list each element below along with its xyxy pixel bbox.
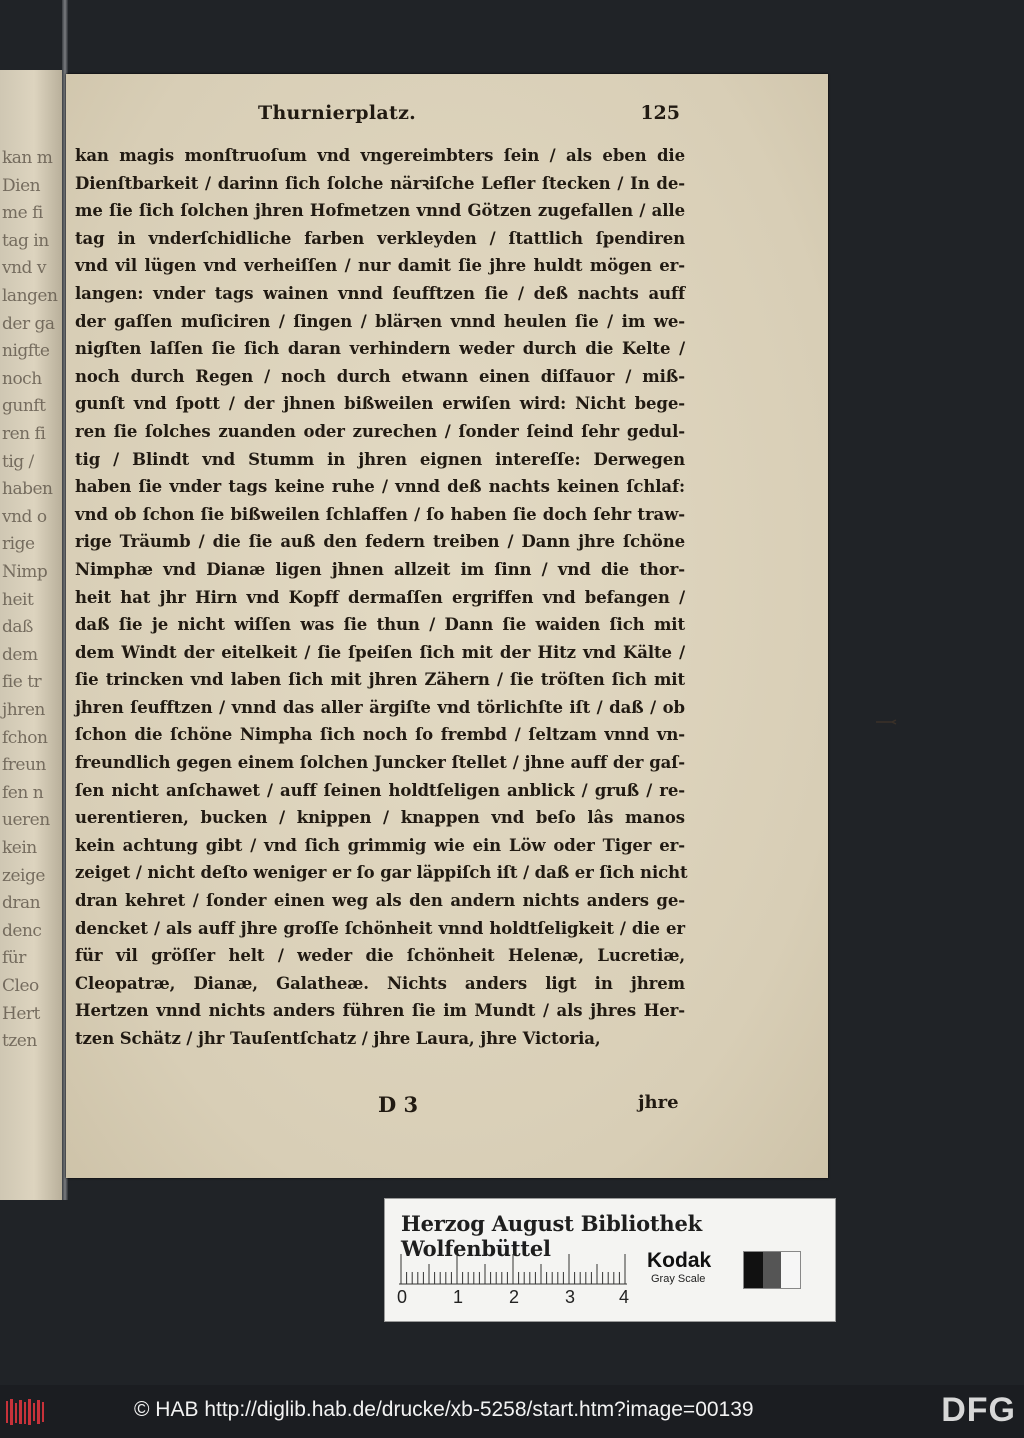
text-line: dem Windt der eitelkeit / ſie ſpeiſen ſich mit der Hitz vnd Kälte / — [75, 642, 685, 662]
previous-page-fragment: noch — [2, 368, 42, 389]
gray-scale-label: Gray Scale — [651, 1273, 706, 1285]
previous-page-fragment: dran — [2, 893, 41, 914]
previous-page-fragment: rige — [2, 534, 35, 555]
text-line: tzen Schätz / jhr Tauſentſchatz / jhre Laura, jhre Victoria, — [75, 1029, 601, 1048]
hab-barcode-logo-icon — [4, 1397, 48, 1427]
previous-page-fragment: kein — [2, 838, 37, 858]
previous-page-fragment: freun — [2, 755, 46, 776]
text-line: Nimphæ vnd Dianæ ligen jhnen allzeit im ſinn / vnd die thor- — [75, 559, 685, 579]
previous-page-fragment: Dien — [2, 175, 41, 196]
previous-page-fragment: gunft — [2, 396, 46, 417]
previous-page-fragment: ren fi — [2, 424, 46, 444]
text-line: ſie trincken vnd laben ſich mit jhren Zähern / ſie tröſten ſich mit — [75, 670, 685, 690]
previous-page-fragment: jhren — [2, 700, 45, 720]
gray-patch — [763, 1252, 782, 1288]
text-line: kein achtung gibt / vnd ſich grimmig wie ein Löw oder Tiger er- — [75, 835, 685, 855]
copyright-url: © HAB http://diglib.hab.de/drucke/xb-5258/start.htm?image=00139 — [134, 1398, 754, 1421]
dfg-logo: DFG — [941, 1391, 1016, 1429]
margin-mark-icon — [876, 719, 898, 725]
previous-page-fragment: daß — [2, 617, 33, 638]
text-line: ren ſie ſolches zuanden oder zurechen / ſonder ſeind ſehr gedul- — [75, 421, 685, 441]
previous-page-fragment: zeige — [2, 865, 45, 886]
text-line: rige Träumb / die ſie auß den federn treiben / Dann jhre ſchöne — [75, 532, 685, 552]
text-line: noch durch Regen / noch durch etwann einen diſfauor / miß- — [75, 366, 685, 386]
text-line: nigſten laſſen ſie ſich daran verhindern weder durch die Kelte / — [75, 339, 685, 359]
book-page — [66, 74, 828, 1178]
page-number: 125 — [640, 102, 680, 124]
ruler-number: 2 — [509, 1287, 520, 1307]
text-line: jhren ſeufftzen / vnnd das aller ärgiſte vnd törlichſte iſt / daß / ob — [75, 697, 685, 717]
previous-page-fragment: vnd o — [2, 506, 47, 527]
previous-page-fragment: fen n — [2, 782, 44, 803]
text-line: langen: vnder tags wainen vnnd ſeufftzen ſie / deß nachts auff — [75, 283, 685, 303]
gray-scale-patches — [743, 1251, 801, 1289]
text-line: daß ſie je nicht wiſſen was ſie thun / Dann ſie waiden ſich mit — [75, 615, 685, 635]
previous-page-fragment: dem — [2, 644, 38, 665]
text-line: freundlich gegen einem ſolchen Juncker ſtellet / jhne auff der gaſ- — [75, 753, 685, 773]
text-line: Hertzen vnnd nichts anders führen ſie im Mundt / als jhres Her- — [75, 1001, 685, 1021]
text-line: ſchon die ſchöne Nimpha ſich noch ſo frembd / ſeltzam vnnd vn- — [75, 725, 685, 745]
text-line: uerentieren, bucken / knippen / knappen vnd beſo lâs manos — [75, 808, 685, 828]
text-line: vnd vil lügen vnd verheiſſen / nur damit ſie jhre huldt mögen er- — [75, 256, 685, 276]
previous-page-fragment: kan m — [2, 148, 53, 168]
ruler-number: 4 — [619, 1287, 630, 1307]
previous-page-fragment: me fi — [2, 203, 43, 224]
previous-page-fragment: nigfte — [2, 341, 50, 362]
gray-patch — [744, 1252, 763, 1288]
text-line: kan magis monſtruoſum vnd vngereimbters ſein / als eben die — [75, 146, 685, 165]
previous-page-fragment: heit — [2, 589, 34, 610]
previous-page-fragment: Nimp — [2, 562, 48, 582]
text-line: me ſie ſich ſolchen jhren Hofmetzen vnnd Götzen zugefallen / alle — [75, 201, 685, 221]
text-line: tig / Blindt vnd Stumm in jhren eignen intereſſe: Derwegen — [75, 449, 685, 469]
previous-page-fragment: fie tr — [2, 672, 42, 693]
text-line: für vil gröſſer helt / weder die ſchönheit Helenæ, Lucretiæ, — [75, 946, 685, 966]
previous-page-fragment: Hert — [2, 1003, 40, 1024]
viewer-footer — [0, 1385, 1024, 1438]
text-line: vnd ob ſchon ſie bißweilen ſchlaffen / ſo haben ſie doch ſehr traw- — [75, 504, 685, 524]
text-line: haben ſie vnder tags keine ruhe / vnnd deß nachts keinen ſchlaf: — [75, 477, 685, 497]
previous-page-fragment: Cleo — [2, 976, 39, 996]
previous-page-fragment: tag in — [2, 230, 49, 251]
text-line: zeiget / nicht deſto weniger er ſo gar läppiſch iſt / daß er ſich nicht — [75, 863, 688, 883]
signature-mark: D 3 — [378, 1092, 419, 1117]
previous-page-fragment: vnd v — [2, 258, 46, 279]
previous-page-fragment: langen — [2, 286, 58, 306]
previous-page-fragment: für — [2, 948, 26, 969]
text-line: ſen nicht anſchawet / auff ſeinen holdtſeligen anblick / gruß / re- — [75, 780, 685, 800]
text-line: gunſt vnd ſpott / der jhnen bißweilen erwiſen wird: Nicht bege- — [75, 394, 685, 414]
text-line: dran kehret / ſonder einen weg als den andern nichts anders ge- — [75, 891, 685, 911]
page-body-text — [75, 142, 688, 1053]
previous-page-edge — [0, 70, 62, 1200]
library-color-target — [384, 1198, 836, 1322]
text-line: tag in vnderſchidliche farben verkleyden / ſtattlich ſpendiren — [75, 228, 685, 248]
library-name: Herzog August Bibliothek Wolfenbüttel — [401, 1211, 702, 1261]
previous-page-fragment: haben — [2, 479, 53, 500]
ruler-number: 0 — [397, 1287, 408, 1307]
ruler-scale-icon — [399, 1251, 627, 1285]
previous-page-fragment: tzen — [2, 1031, 37, 1052]
running-head: Thurnierplatz. — [258, 102, 417, 124]
previous-page-fragment: ueren — [2, 810, 50, 831]
text-line: dencket / als auff jhre groſſe ſchönheit vnnd holdtſeligkeit / die er — [75, 918, 685, 938]
previous-page-fragment: der ga — [2, 313, 55, 334]
gray-patch — [781, 1252, 800, 1288]
ruler-number: 1 — [453, 1287, 464, 1307]
ruler-number: 3 — [565, 1287, 576, 1307]
previous-page-fragment: fchon — [2, 727, 48, 748]
text-line: Dienſtbarkeit / darinn ſich ſolche närꝛiſche Lefler ſtecken / In de- — [75, 173, 685, 193]
text-line: heit hat jhr Hirn vnd Kopff dermaſſen ergriffen vnd befangen / — [75, 587, 685, 607]
text-line: der gaſſen muſiciren / ſingen / blärꝛen vnnd heulen ſie / im we- — [75, 311, 685, 331]
previous-page-fragment: tig / — [2, 451, 34, 472]
previous-page-fragment: denc — [2, 920, 42, 941]
text-line: Cleopatræ, Dianæ, Galatheæ. Nichts anders ligt in jhrem — [75, 973, 685, 993]
catchword: jhre — [638, 1092, 679, 1113]
kodak-brand: Kodak — [647, 1249, 712, 1272]
